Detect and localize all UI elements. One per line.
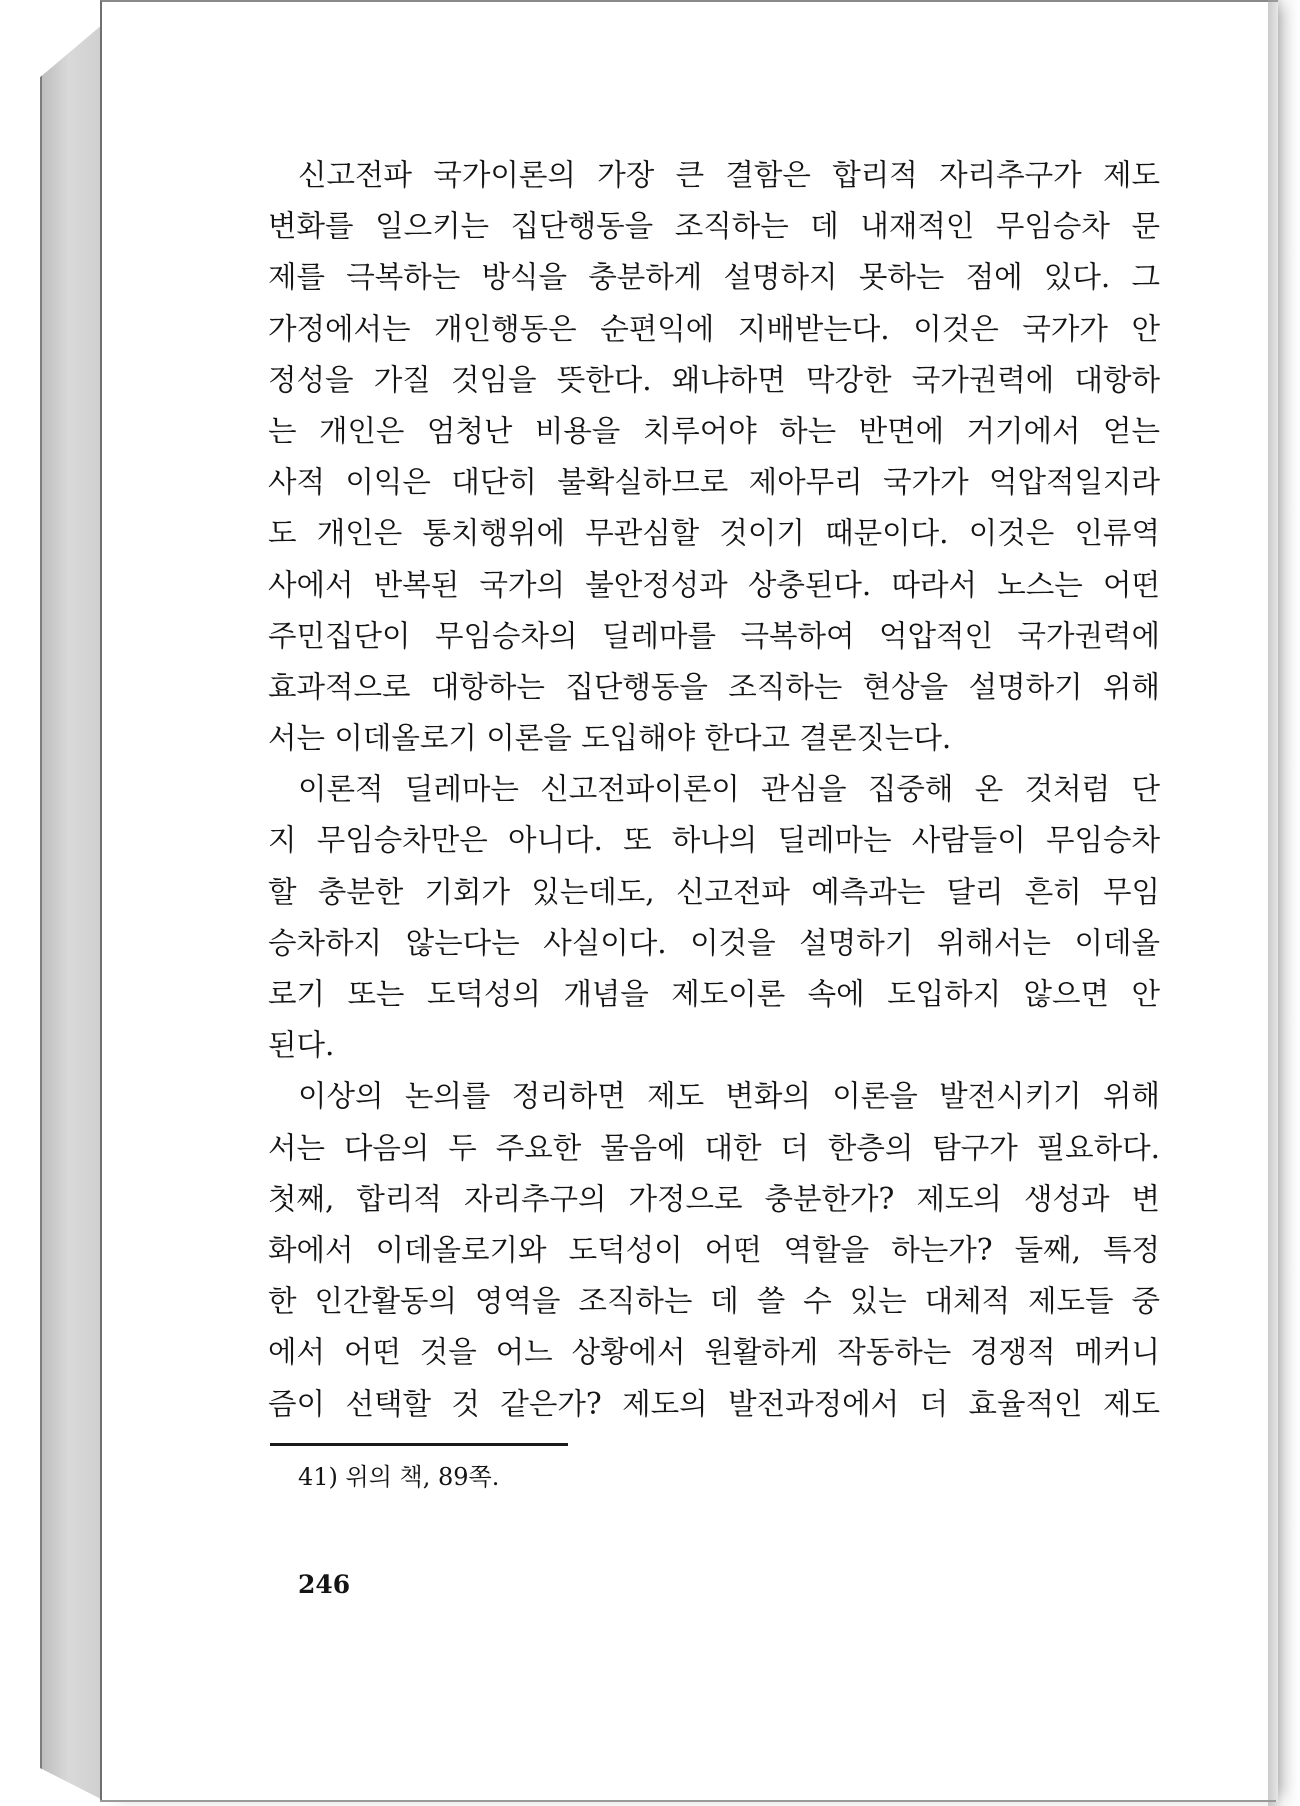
page-bottom-edge (100, 1800, 1276, 1802)
page-shadow (1268, 0, 1300, 1806)
text-line: 에서 어떤 것을 어느 상황에서 원활하게 작동하는 경쟁적 메커니 (268, 1335, 1160, 1370)
text-line: 서는 다음의 두 주요한 물음에 대한 더 한층의 탐구가 필요하다. (268, 1130, 1160, 1165)
text-line: 로기 또는 도덕성의 개념을 제도이론 속에 도입하지 않으면 안 (268, 977, 1160, 1011)
book-spine-outline (40, 24, 102, 1800)
body-text (268, 150, 1160, 1430)
text-line: 신고전파 국가이론의 가장 큰 결함은 합리적 자리추구가 제도 (298, 158, 1160, 192)
text-line: 사에서 반복된 국가의 불안정성과 상충된다. 따라서 노스는 어떤 (268, 567, 1160, 602)
text-line: 된다. (268, 1028, 335, 1063)
text-line: 승차하지 않는다는 사실이다. 이것을 설명하기 위해서는 이데올 (268, 925, 1160, 960)
text-line: 주민집단이 무임승차의 딜레마를 극복하여 억압적인 국가권력에 (268, 618, 1160, 653)
text-line: 첫째, 합리적 자리추구의 가정으로 충분한가? 제도의 생성과 변 (268, 1181, 1160, 1216)
text-line: 가정에서는 개인행동은 순편익에 지배받는다. 이것은 국가가 안 (268, 311, 1160, 346)
text-line: 한 인간활동의 영역을 조직하는 데 쓸 수 있는 대체적 제도들 중 (268, 1284, 1160, 1319)
footnote: 41) 위의 책, 89쪽. (298, 1463, 500, 1491)
text-line: 할 충분한 기회가 있는데도, 신고전파 예측과는 달리 흔히 무임 (268, 874, 1160, 909)
text-line: 즘이 선택할 것 같은가? 제도의 발전과정에서 더 효율적인 제도 (268, 1386, 1160, 1421)
text-line: 이상의 논의를 정리하면 제도 변화의 이론을 발전시키기 위해 (298, 1079, 1160, 1114)
text-line: 정성을 가질 것임을 뜻한다. 왜냐하면 막강한 국가권력에 대항하 (268, 362, 1160, 397)
page-number: 246 (298, 1570, 351, 1599)
text-line: 는 개인은 엄청난 비용을 치루어야 하는 반면에 거기에서 얻는 (268, 413, 1160, 448)
text-line: 변화를 일으키는 집단행동을 조직하는 데 내재적인 무임승차 문 (268, 209, 1160, 244)
text-line: 제를 극복하는 방식을 충분하게 설명하지 못하는 점에 있다. 그 (268, 260, 1160, 295)
text-line: 사적 이익은 대단히 불확실하므로 제아무리 국가가 억압적일지라 (268, 465, 1160, 500)
text-line: 효과적으로 대항하는 집단행동을 조직하는 현상을 설명하기 위해 (268, 669, 1160, 704)
text-line: 도 개인은 통치행위에 무관심할 것이기 때문이다. 이것은 인류역 (268, 516, 1160, 551)
text-line: 서는 이데올로기 이론을 도입해야 한다고 결론짓는다. (268, 721, 952, 756)
text-line: 지 무임승차만은 아니다. 또 하나의 딜레마는 사람들이 무임승차 (268, 823, 1160, 858)
text-line: 이론적 딜레마는 신고전파이론이 관심을 집중해 온 것처럼 단 (298, 772, 1160, 807)
footnote-divider (270, 1443, 568, 1446)
text-line: 화에서 이데올로기와 도덕성이 어떤 역할을 하는가? 둘째, 특정 (268, 1232, 1160, 1267)
